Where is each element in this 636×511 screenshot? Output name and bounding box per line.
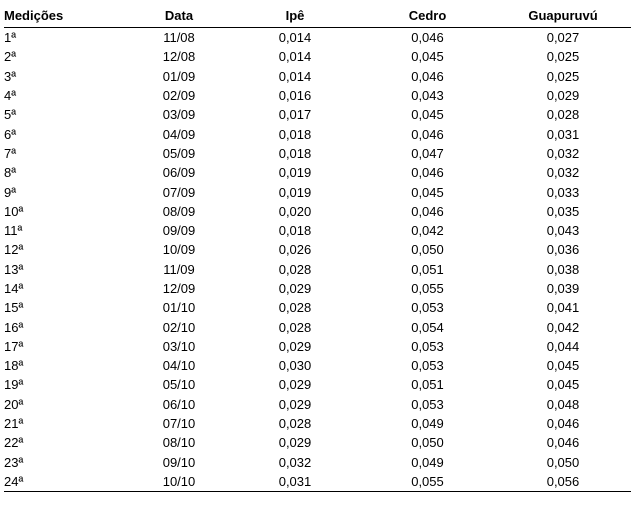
table-body	[4, 28, 631, 492]
cell-guapuruvu: 0,048	[546, 396, 580, 412]
header-guapuruvu: Guapuruvú	[495, 3, 631, 28]
cell-medicao: 6ª	[4, 126, 17, 142]
table-row	[4, 182, 631, 201]
cell-medicao: 16ª	[4, 319, 24, 335]
cell-guapuruvu: 0,032	[546, 165, 580, 181]
table-row	[4, 337, 631, 356]
cell-medicao: 15ª	[4, 300, 24, 316]
cell-ipe: 0,018	[278, 126, 312, 142]
cell-data: 11/08	[163, 30, 195, 46]
cell-ipe: 0,028	[278, 261, 312, 277]
table-row	[4, 47, 631, 66]
cell-medicao: 21ª	[4, 416, 24, 432]
cell-ipe: 0,029	[278, 281, 312, 296]
cell-guapuruvu: 0,032	[546, 145, 580, 161]
table-row	[4, 86, 631, 105]
cell-cedro: 0,053	[411, 338, 444, 354]
cell-guapuruvu: 0,046	[546, 435, 580, 451]
cell-medicao: 17ª	[4, 338, 24, 354]
cell-guapuruvu: 0,046	[546, 416, 580, 432]
cell-cedro: 0,050	[411, 435, 444, 451]
cell-cedro: 0,050	[411, 242, 444, 258]
cell-data: 04/09	[162, 126, 196, 142]
cell-data: 01/10	[162, 300, 196, 316]
cell-data: 09/10	[162, 454, 196, 470]
cell-ipe: 0,018	[278, 145, 312, 161]
cell-guapuruvu: 0,027	[546, 30, 580, 46]
cell-guapuruvu: 0,042	[546, 319, 580, 335]
cell-ipe: 0,030	[278, 358, 312, 374]
header-cedro: Cedro	[360, 3, 495, 28]
cell-cedro: 0,055	[411, 281, 444, 296]
cell-guapuruvu: 0,029	[546, 88, 580, 104]
cell-medicao: 22ª	[4, 435, 24, 451]
cell-guapuruvu: 0,041	[546, 300, 580, 316]
table-row	[4, 317, 631, 336]
cell-guapuruvu: 0,045	[546, 377, 580, 393]
cell-medicao: 1ª	[4, 30, 17, 46]
cell-data: 01/09	[162, 68, 196, 84]
cell-ipe: 0,029	[278, 396, 312, 412]
cell-data: 11/09	[163, 261, 195, 277]
table-row	[4, 279, 631, 298]
table-header	[4, 3, 631, 28]
cell-cedro: 0,046	[411, 203, 444, 219]
cell-medicao: 23ª	[4, 454, 24, 470]
cell-cedro: 0,043	[411, 88, 444, 104]
cell-ipe: 0,029	[278, 338, 312, 354]
cell-cedro: 0,049	[411, 416, 444, 432]
cell-medicao: 24ª	[4, 472, 128, 492]
table-row	[4, 298, 631, 317]
cell-data: 10/10	[128, 472, 230, 492]
cell-guapuruvu: 0,044	[546, 338, 580, 354]
cell-guapuruvu: 0,043	[546, 223, 580, 239]
cell-cedro: 0,053	[411, 300, 444, 316]
cell-data: 02/09	[162, 88, 196, 104]
cell-medicao: 19ª	[4, 377, 24, 393]
cell-data: 05/10	[162, 377, 196, 393]
cell-ipe: 0,019	[278, 165, 312, 181]
cell-cedro: 0,055	[360, 472, 495, 492]
cell-data: 05/09	[162, 145, 196, 161]
cell-ipe: 0,028	[278, 416, 312, 432]
table-row	[4, 260, 631, 279]
table-row	[4, 202, 631, 221]
cell-medicao: 12ª	[4, 242, 24, 258]
cell-medicao: 11ª	[4, 223, 23, 239]
cell-ipe: 0,017	[278, 107, 312, 123]
cell-cedro: 0,054	[411, 319, 444, 335]
cell-cedro: 0,051	[411, 377, 444, 393]
table-row	[4, 67, 631, 86]
cell-ipe: 0,031	[230, 472, 360, 492]
cell-medicao: 4ª	[4, 88, 17, 104]
table-row	[4, 105, 631, 124]
cell-data: 08/10	[162, 435, 196, 451]
cell-cedro: 0,049	[411, 454, 444, 470]
table-row	[4, 375, 631, 394]
cell-guapuruvu: 0,035	[546, 203, 580, 219]
cell-medicao: 3ª	[4, 68, 17, 84]
cell-guapuruvu: 0,031	[546, 126, 580, 142]
cell-medicao: 7ª	[4, 145, 17, 161]
cell-cedro: 0,045	[411, 184, 444, 200]
cell-ipe: 0,019	[278, 184, 312, 200]
cell-data: 04/10	[162, 358, 196, 374]
cell-data: 12/08	[162, 49, 196, 65]
table-row	[4, 453, 631, 472]
cell-ipe: 0,014	[278, 49, 312, 65]
cell-data: 10/09	[162, 242, 196, 258]
cell-medicao: 5ª	[4, 107, 17, 123]
table-row	[4, 240, 631, 259]
cell-ipe: 0,028	[278, 319, 312, 335]
cell-medicao: 18ª	[4, 358, 24, 374]
cell-ipe: 0,018	[278, 223, 312, 239]
table-row	[4, 221, 631, 240]
cell-data: 02/10	[162, 319, 196, 335]
cell-cedro: 0,053	[411, 358, 444, 374]
cell-cedro: 0,046	[411, 165, 444, 181]
cell-cedro: 0,051	[411, 261, 444, 277]
cell-guapuruvu: 0,025	[546, 68, 580, 84]
cell-cedro: 0,047	[411, 145, 444, 161]
cell-ipe: 0,029	[278, 377, 312, 393]
cell-ipe: 0,014	[278, 30, 312, 46]
cell-ipe: 0,016	[278, 88, 312, 104]
cell-guapuruvu: 0,045	[546, 358, 580, 374]
cell-medicao: 13ª	[4, 261, 24, 277]
cell-guapuruvu: 0,056	[495, 472, 631, 492]
cell-cedro: 0,045	[411, 107, 444, 123]
cell-cedro: 0,053	[411, 396, 444, 412]
cell-medicao: 2ª	[4, 49, 17, 65]
cell-cedro: 0,046	[411, 68, 444, 84]
measurements-table	[4, 3, 631, 492]
cell-ipe: 0,032	[278, 454, 312, 470]
cell-guapuruvu: 0,039	[546, 281, 580, 296]
cell-medicao: 20ª	[4, 396, 24, 412]
table-row	[4, 356, 631, 375]
cell-guapuruvu: 0,025	[546, 49, 580, 65]
cell-data: 03/10	[162, 338, 196, 354]
cell-guapuruvu: 0,028	[546, 107, 580, 123]
cell-data: 07/10	[162, 416, 196, 432]
table-row	[4, 163, 631, 182]
table-row	[4, 414, 631, 433]
cell-medicao: 10ª	[4, 203, 24, 219]
cell-data: 08/09	[162, 203, 196, 219]
cell-guapuruvu: 0,038	[546, 261, 580, 277]
table-row	[4, 472, 631, 492]
cell-cedro: 0,045	[411, 49, 444, 65]
cell-data: 09/09	[162, 223, 196, 239]
table-row	[4, 395, 631, 414]
cell-medicao: 8ª	[4, 165, 17, 181]
table-row	[4, 124, 631, 143]
cell-ipe: 0,020	[278, 203, 312, 219]
cell-data: 06/10	[162, 396, 196, 412]
cell-cedro: 0,042	[411, 223, 444, 239]
cell-ipe: 0,014	[278, 68, 312, 84]
cell-ipe: 0,028	[278, 300, 312, 316]
table-row	[4, 28, 631, 48]
header-medicoes: Medições	[4, 3, 128, 28]
cell-medicao: 14ª	[4, 281, 24, 296]
cell-guapuruvu: 0,033	[546, 184, 580, 200]
cell-guapuruvu: 0,050	[546, 454, 580, 470]
cell-ipe: 0,029	[278, 435, 312, 451]
cell-data: 07/09	[162, 184, 196, 200]
cell-data: 06/09	[162, 165, 196, 181]
table-row	[4, 144, 631, 163]
header-row	[4, 3, 631, 28]
header-data: Data	[128, 3, 230, 28]
cell-medicao: 9ª	[4, 184, 17, 200]
cell-cedro: 0,046	[411, 30, 444, 46]
cell-data: 12/09	[162, 281, 196, 296]
cell-data: 03/09	[162, 107, 196, 123]
cell-guapuruvu: 0,036	[546, 242, 580, 258]
cell-cedro: 0,046	[411, 126, 444, 142]
header-ipe: Ipê	[230, 3, 360, 28]
table-row	[4, 433, 631, 452]
cell-ipe: 0,026	[278, 242, 312, 258]
